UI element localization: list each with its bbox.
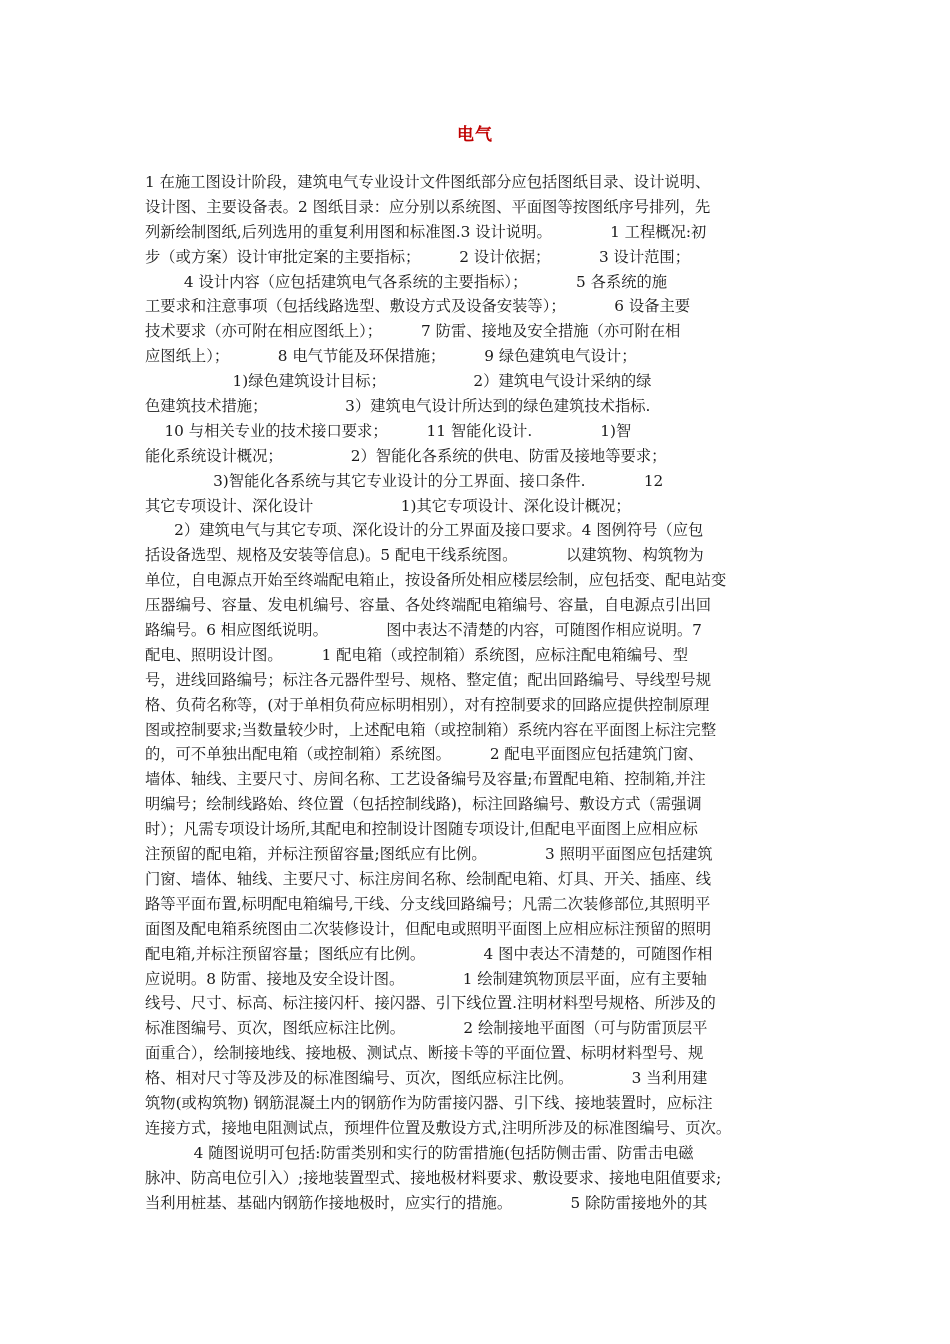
body-line: 脉冲、防高电位引入）;接地装置型式、接地极材料要求、敷设要求、接地电阻值要求; xyxy=(145,1168,722,1187)
body-line: 设计图、主要设备表。2 图纸目录：应分别以系统图、平面图等按图纸序号排列，先 xyxy=(145,197,711,216)
body-line: 10 与相关专业的技术接口要求； 11 智能化设计. 1)智 xyxy=(145,421,632,440)
body-line: 标准图编号、页次，图纸应标注比例。 2 绘制接地平面图（可与防雷顶层平 xyxy=(145,1019,708,1038)
body-line: 1)绿色建筑设计目标； 2）建筑电气设计采纳的绿 xyxy=(145,372,652,391)
body-line: 当利用桩基、基础内钢筋作接地极时，应实行的措施。 5 除防雷接地外的其 xyxy=(145,1193,708,1212)
body-line: 线号、尺寸、标高、标注接闪杆、接闪器、引下线位置.注明材料型号规格、所涉及的 xyxy=(145,994,716,1013)
document-title: 电气 xyxy=(457,125,493,145)
body-line: 路编号。6 相应图纸说明。 图中表达不清楚的内容，可随图作相应说明。7 xyxy=(145,621,702,640)
document-body xyxy=(145,170,810,1215)
body-line: 色建筑技术措施； 3）建筑电气设计所达到的绿色建筑技术指标. xyxy=(145,397,651,416)
body-line: 应说明。8 防雷、接地及安全设计图。 1 绘制建筑物顶层平面，应有主要轴 xyxy=(145,969,707,988)
body-line: 注预留的配电箱，并标注预留容量;图纸应有比例。 3 照明平面图应包括建筑 xyxy=(145,845,713,864)
body-line: 其它专项设计、深化设计 1)其它专项设计、深化设计概况； xyxy=(145,496,631,515)
body-line: 步（或方案）设计审批定案的主要指标； 2 设计依据； 3 设计范围； xyxy=(145,247,691,266)
body-line: 4 随图说明可包括:防雷类别和实行的防雷措施(包括防侧击雷、防雷击电磁 xyxy=(145,1143,694,1162)
body-line: 号，进线回路编号；标注各元器件型号、规格、整定值；配出回路编号、导线型号规 xyxy=(145,670,711,689)
body-line: 配电、照明设计图。 1 配电箱（或控制箱）系统图，应标注配电箱编号、型 xyxy=(145,645,688,664)
body-line: 单位，自电源点开始至终端配电箱止，按设备所处相应楼层绘制，应包括变、配电站变 xyxy=(145,571,727,590)
body-line: 技术要求（亦可附在相应图纸上）； 7 防雷、接地及安全措施（亦可附在相 xyxy=(145,322,681,341)
body-line: 筑物(或构筑物) 钢筋混凝土内的钢筋作为防雷接闪器、引下线、接地装置时，应标注 xyxy=(145,1093,713,1112)
body-line: 括设备选型、规格及安装等信息)。5 配电干线系统图。 以建筑物、构筑物为 xyxy=(145,546,704,565)
body-line: 的，可不单独出配电箱（或控制箱）系统图。 2 配电平面图应包括建筑门窗、 xyxy=(145,745,704,764)
body-line: 墙体、轴线、主要尺寸、房间名称、工艺设备编号及容量;布置配电箱、控制箱,并注 xyxy=(145,770,706,789)
body-line: 2）建筑电气与其它专项、深化设计的分工界面及接口要求。4 图例符号（应包 xyxy=(145,521,704,540)
body-line: 门窗、墙体、轴线、主要尺寸、标注房间名称、绘制配电箱、灯具、开关、插座、线 xyxy=(145,869,711,888)
body-line: 1 在施工图设计阶段，建筑电气专业设计文件图纸部分应包括图纸目录、设计说明、 xyxy=(145,173,711,191)
body-line: 压器编号、容量、发电机编号、容量、各处终端配电箱编号、容量，自电源点引出回 xyxy=(145,596,711,615)
body-line: 4 设计内容（应包括建筑电气各系统的主要指标）； 5 各系统的施 xyxy=(145,272,668,291)
body-line: 配电箱,并标注预留容量；图纸应有比例。 4 图中表达不清楚的，可随图作相 xyxy=(145,944,713,963)
body-line: 面图及配电箱系统图由二次装修设计，但配电或照明平面图上应相应标注预留的照明 xyxy=(145,919,711,938)
body-line: 应图纸上）； 8 电气节能及环保措施； 9 绿色建筑电气设计； xyxy=(145,347,637,366)
body-line: 明编号；绘制线路始、终位置（包括控制线路)，标注回路编号、敷设方式（需强调 xyxy=(145,795,702,814)
body-line: 3)智能化各系统与其它专业设计的分工界面、接口条件. 12 xyxy=(145,471,664,490)
body-line: 工要求和注意事项（包括线路选型、敷设方式及设备安装等）； 6 设备主要 xyxy=(145,297,691,316)
body-line: 连接方式，接地电阻测试点，预埋件位置及敷设方式,注明所涉及的标准图编号、页次。 xyxy=(145,1118,732,1137)
body-line: 列新绘制图纸,后列选用的重复利用图和标准图.3 设计说明。 1 工程概况:初 xyxy=(145,222,707,241)
body-line: 格、负荷名称等，(对于单相负荷应标明相别），对有控制要求的回路应提供控制原理 xyxy=(145,695,710,714)
body-line: 路等平面布置,标明配电箱编号,干线、分支线回路编号；凡需二次装修部位,其照明平 xyxy=(145,894,711,913)
body-line: 格、相对尺寸等及涉及的标准图编号、页次，图纸应标注比例。 3 当利用建 xyxy=(145,1069,708,1088)
body-line: 时）；凡需专项设计场所,其配电和控制设计图随专项设计,但配电平面图上应相应标 xyxy=(145,820,698,839)
body-line: 能化系统设计概况； 2）智能化各系统的供电、防雷及接地等要求； xyxy=(145,446,667,465)
body-line: 图或控制要求;当数量较少时，上述配电箱（或控制箱）系统内容在平面图上标注完整 xyxy=(145,720,717,739)
body-line: 面重合），绘制接地线、接地极、测试点、断接卡等的平面位置、标明材料型号、规 xyxy=(145,1044,704,1063)
